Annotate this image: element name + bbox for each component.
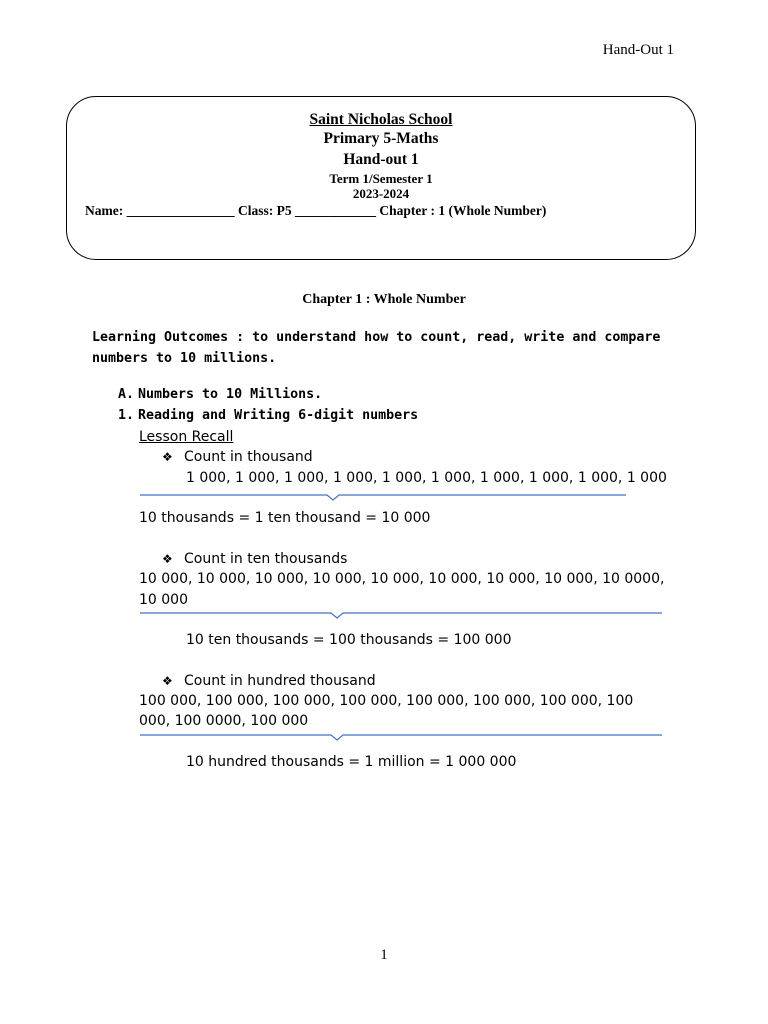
underbrace-icon	[139, 490, 627, 504]
learning-outcomes: Learning Outcomes : to understand how to count, read, write and compare numbers to 10 millions.	[92, 330, 661, 366]
sequence-line: 1 000, 1 000, 1 000, 1 000, 1 000, 1 000, 1 000, 1 000, 1 000, 1 000	[186, 470, 667, 486]
bullet-count-hundred-thousand	[162, 673, 376, 689]
result-line: 10 ten thousands = 100 thousands = 100 000	[186, 632, 512, 648]
year-label: 2023-2024	[352, 186, 410, 201]
chapter-heading: Chapter 1 : Whole Number	[302, 292, 466, 307]
running-head: Hand-Out 1	[602, 42, 674, 58]
sequence-line: 100 000, 100 000, 100 000, 100 000, 100 000, 100 000, 100 000, 100	[139, 693, 634, 709]
lesson-recall: Lesson Recall	[139, 429, 234, 445]
diamond-bullet-icon: ❖	[162, 674, 173, 688]
bullet-text: Count in ten thousands	[184, 551, 348, 567]
school-name: Saint Nicholas School	[309, 111, 453, 128]
underbrace-icon	[139, 608, 663, 622]
page-number: 1	[380, 947, 388, 963]
underbrace-icon	[139, 730, 663, 744]
header-box	[66, 96, 696, 260]
section-1-text: Reading and Writing 6-digit numbers	[138, 408, 419, 423]
bullet-text: Count in thousand	[184, 449, 313, 465]
sequence-line: 10 000, 10 000, 10 000, 10 000, 10 000, 10 000, 10 000, 10 000, 10 0000,	[139, 571, 665, 587]
handout-title: Hand-out 1	[343, 151, 419, 168]
bullet-count-ten-thousands	[162, 551, 347, 567]
bullet-count-thousand	[162, 449, 313, 465]
sequence-line: 000, 100 0000, 100 000	[139, 713, 309, 729]
section-1-heading	[118, 408, 418, 423]
section-a-text: Numbers to 10 Millions.	[138, 387, 323, 402]
term-label: Term 1/Semester 1	[329, 171, 433, 186]
subject-title: Primary 5-Maths	[323, 130, 439, 147]
bullet-text: Count in hundred thousand	[184, 673, 376, 689]
section-a-marker: A.	[118, 387, 135, 402]
result-line: 10 hundred thousands = 1 million = 1 000 000	[186, 754, 517, 770]
section-1-marker: 1.	[118, 408, 135, 423]
diamond-bullet-icon: ❖	[162, 450, 173, 464]
diamond-bullet-icon: ❖	[162, 552, 173, 566]
student-fields: Name: ________________ Class: P5 ____________ Chapter : 1 (Whole Number)	[85, 203, 547, 218]
result-line: 10 thousands = 1 ten thousand = 10 000	[139, 510, 431, 526]
section-a-heading	[118, 387, 322, 402]
sequence-line: 10 000	[139, 592, 188, 608]
